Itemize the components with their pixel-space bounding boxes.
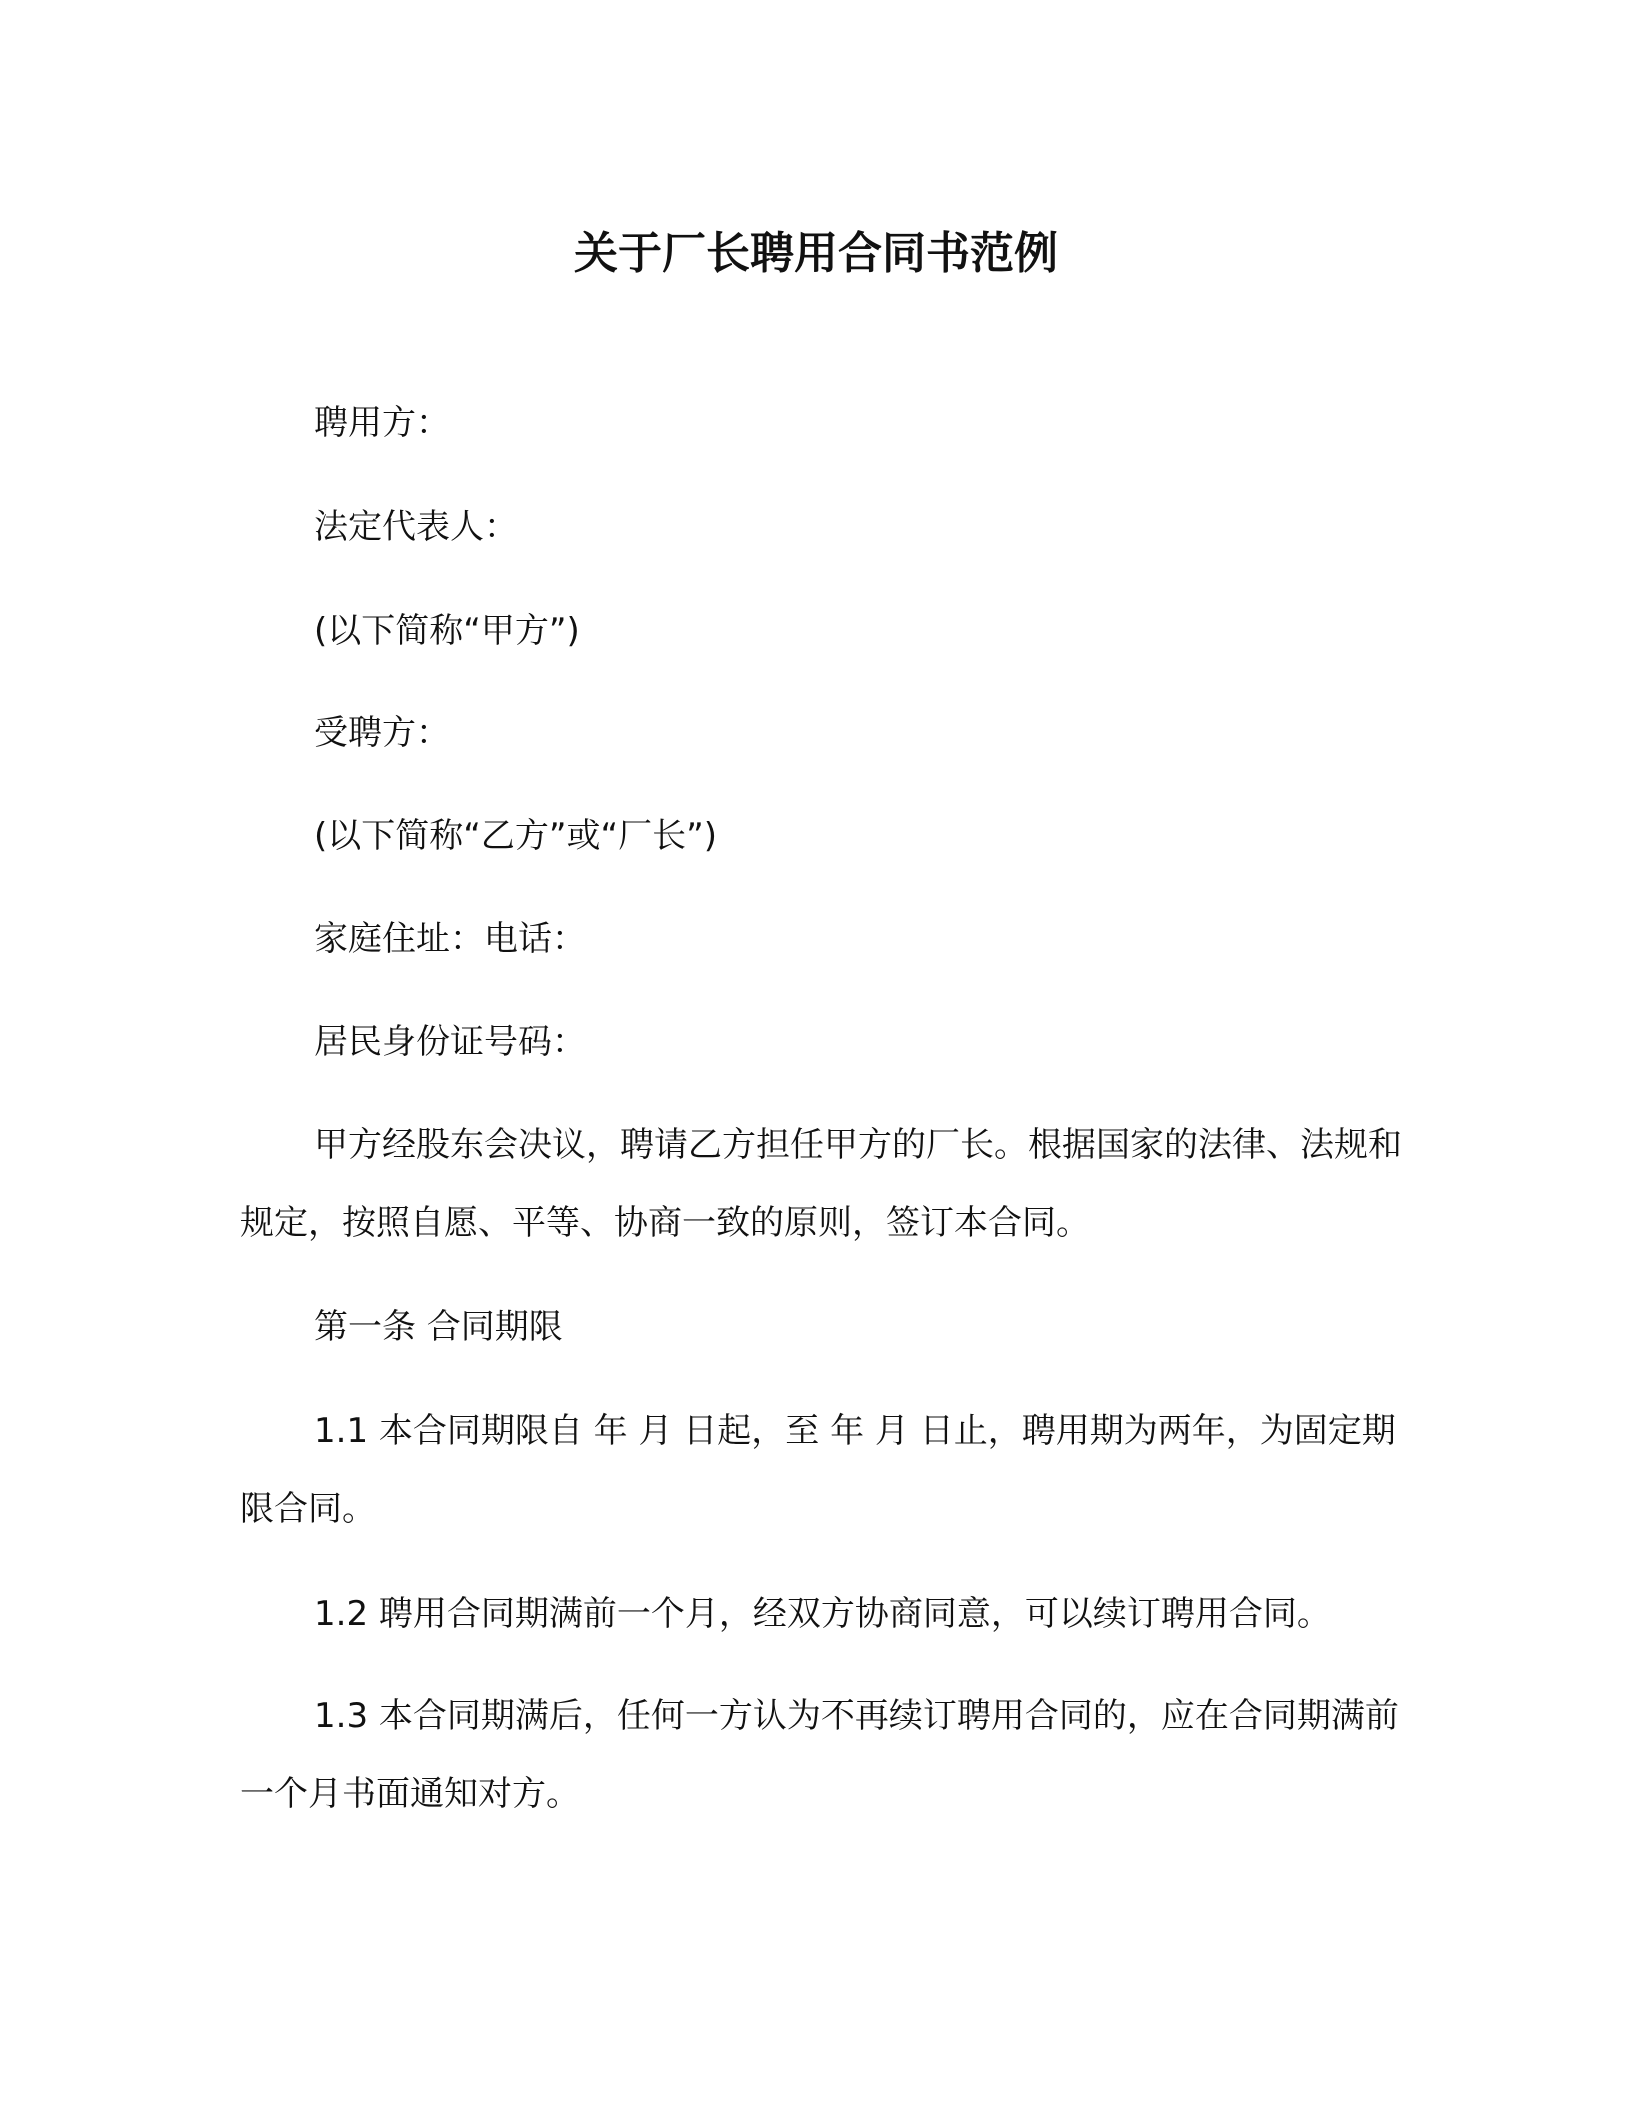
paragraph-party-b-note: (以下简称“乙方”或“厂长”) (314, 816, 717, 856)
paragraph-legal-representative: 法定代表人： (314, 507, 518, 547)
paragraph-preamble: 甲方经股东会决议，聘请乙方担任甲方的厂长。根据国家的法律、法规和规定，按照自愿、平等、协商一致的原则，签订本合同。 (240, 1125, 1402, 1243)
paragraph-id-number: 居民身份证号码： (314, 1022, 586, 1062)
document-title: 关于厂长聘用合同书范例 (574, 228, 1058, 279)
clause-1-3: 1.3 本合同期满后，任何一方认为不再续订聘用合同的，应在合同期满前一个月书面通知对方。 (240, 1696, 1399, 1814)
paragraph-address-phone: 家庭住址：电话： (314, 919, 586, 959)
clause-1-1: 1.1 本合同期限自 年 月 日起，至 年 月 日止，聘用期为两年，为固定期限合同。 (240, 1411, 1396, 1529)
article-1-heading: 第一条 合同期限 (314, 1307, 563, 1347)
paragraph-party-a-note: (以下简称“甲方”) (314, 611, 580, 651)
paragraph-employee: 受聘方： (314, 713, 450, 753)
clause-1-2: 1.2 聘用合同期满前一个月，经双方协商同意，可以续订聘用合同。 (314, 1594, 1331, 1634)
paragraph-employer: 聘用方： (314, 403, 450, 443)
